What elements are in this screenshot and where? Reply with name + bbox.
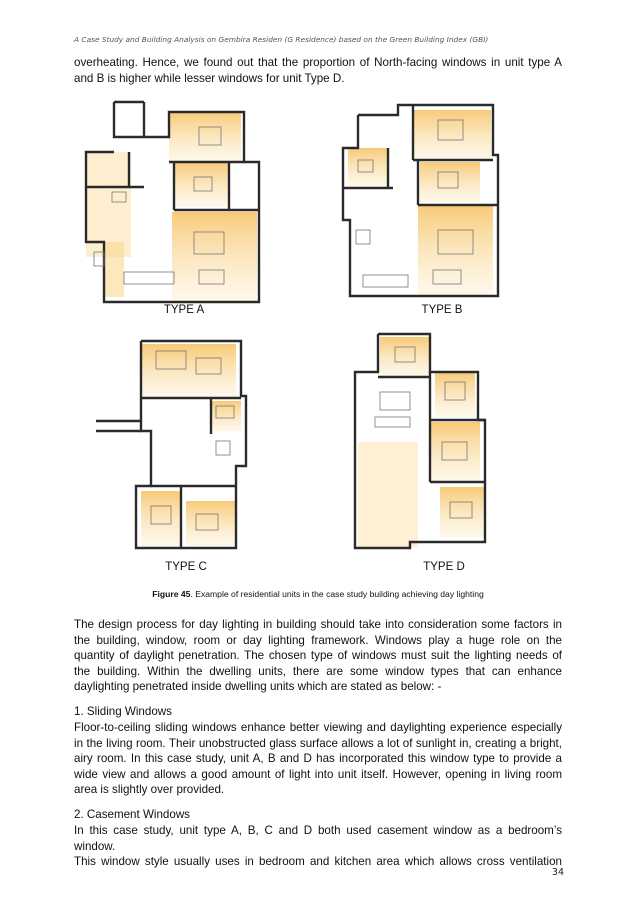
page-number: 34	[551, 867, 564, 878]
heading-sliding-windows: 1. Sliding Windows	[74, 705, 172, 718]
p1-line-2: the building, window, room or day lighting framework. Windows play a huge role on the	[74, 633, 562, 647]
floor-plan-type-b	[338, 100, 500, 298]
label-type-b: TYPE B	[421, 304, 463, 316]
intro-paragraph	[74, 55, 562, 86]
floor-plan-type-a	[84, 92, 264, 304]
intro-line-1: overheating. Hence, we found out that the proportion of North-facing windows in unit type A	[74, 56, 562, 69]
p3-line-2: This window style usually uses in bedroom and kitchen area which allows cross ventilation	[74, 855, 562, 869]
p2-line-5: area is slightly over provided.	[74, 783, 225, 797]
p2-line-4: wide view and allows a good amount of light into unit itself. However, opening in living room	[74, 767, 562, 781]
p1-line-5: daylighting penetrated inside dwelling units which are stated as below: -	[74, 680, 442, 694]
p2-line-1: Floor-to-ceiling sliding windows enhance better viewing and daylighting experience especially	[74, 721, 562, 734]
figure-caption-number: Figure 45	[152, 589, 191, 599]
heading-casement-windows: 2. Casement Windows	[74, 808, 190, 821]
floor-plan-type-c	[96, 336, 256, 550]
figure-caption	[74, 589, 562, 599]
p1-line-3: quantity of daylight penetration. The chosen type of windows must suit the lighting needs of	[74, 649, 562, 663]
figure-caption-text: . Example of residential units in the case study building achieving day lighting	[190, 589, 484, 599]
floor-plan-type-d	[350, 332, 500, 550]
body-paragraph-2	[74, 720, 562, 798]
label-type-a: TYPE A	[163, 304, 205, 316]
label-type-d: TYPE D	[423, 561, 465, 573]
intro-line-2: and B is higher while lesser windows for unit Type D.	[74, 71, 345, 85]
p2-line-2: in the living room. Their unobstructed glass surface allows a lot of sunlight in, creating a bright,	[74, 736, 562, 750]
p2-line-3: airy room. In this case study, unit A, B and D has incorporated this window type to provide a	[74, 752, 562, 766]
label-type-c: TYPE C	[165, 561, 207, 573]
p1-line-1: The design process for day lighting in building should take into consideration some factors in	[74, 618, 562, 631]
body-paragraph-3	[74, 823, 562, 870]
p1-line-4: the building. Within the dwelling units, there are some window types that can enhance	[74, 664, 562, 678]
p3-line-1: In this case study, unit type A, B, C and D both used casement window as a bedroom’s window.	[74, 824, 562, 853]
body-paragraph-1	[74, 617, 562, 695]
running-header: A Case Study and Building Analysis on Gembira Residen (G Residence) based on the Green Building Index (GBI)	[74, 35, 489, 44]
